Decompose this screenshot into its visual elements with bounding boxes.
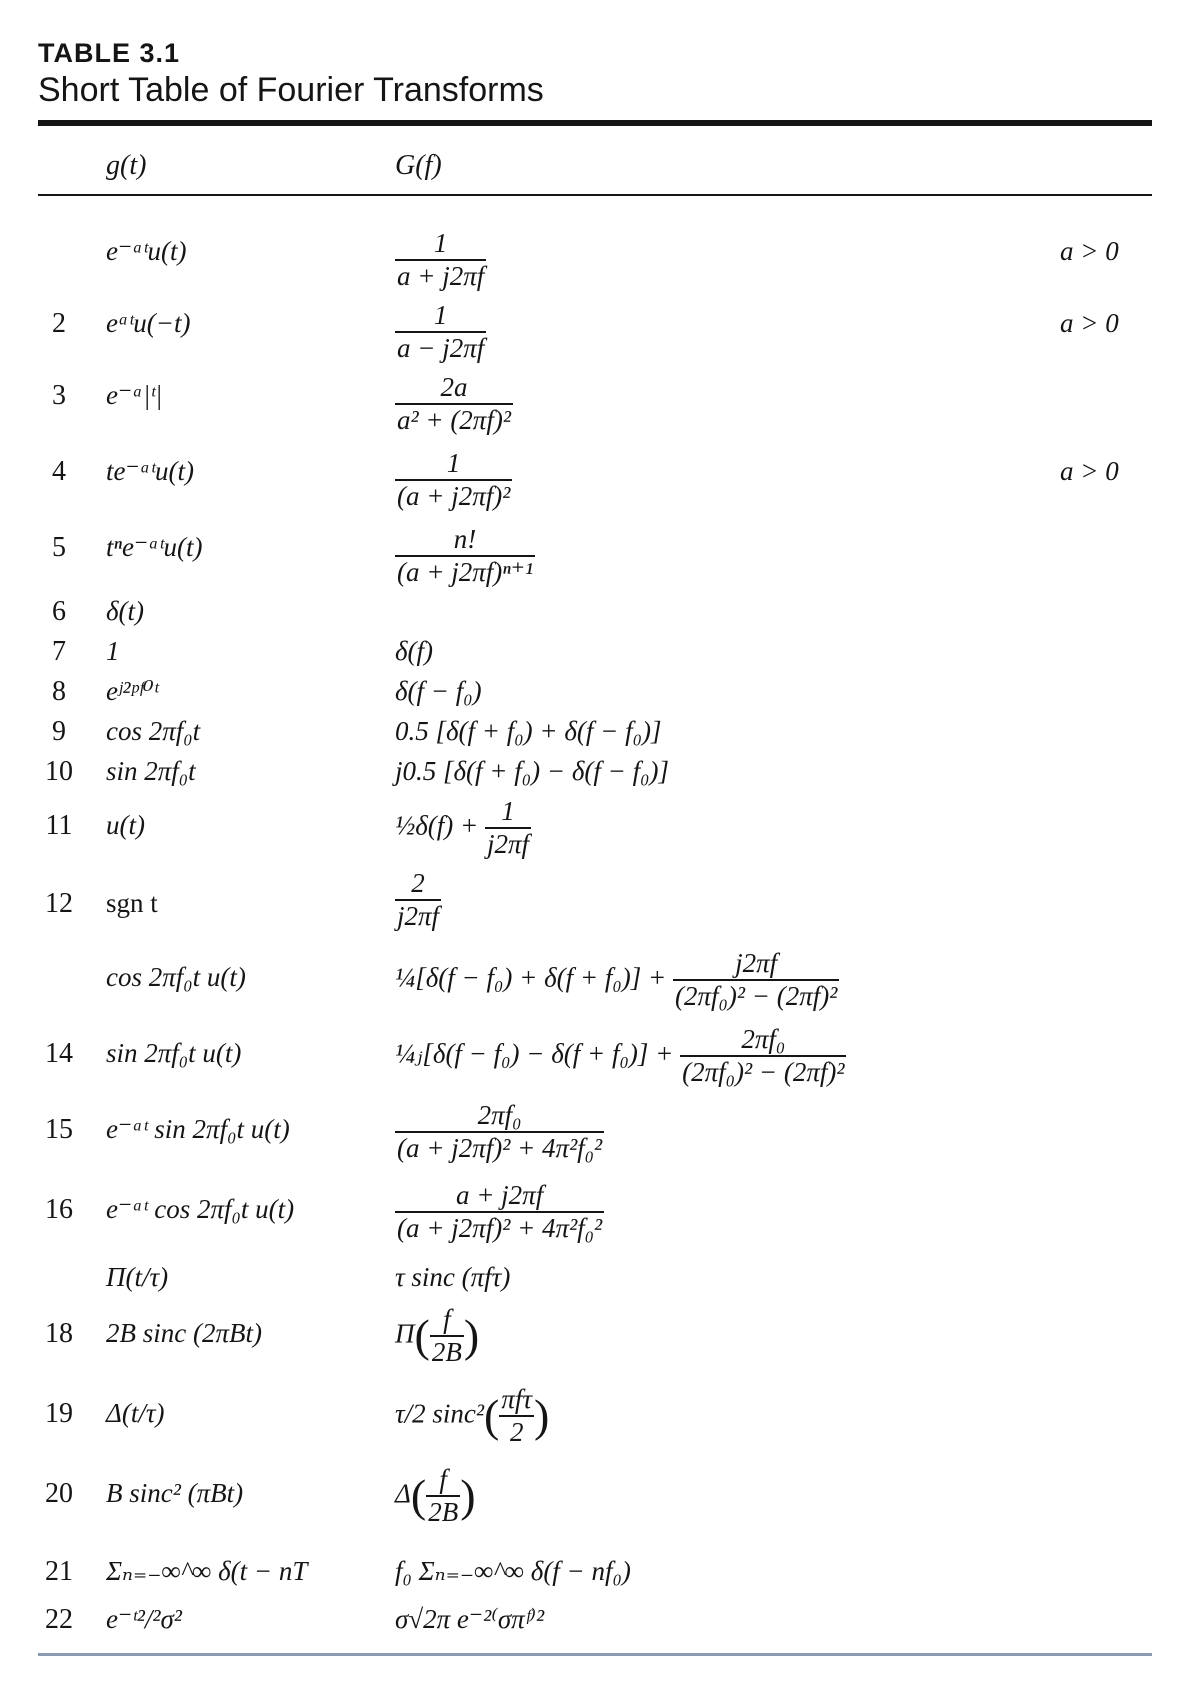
time-function: B sinc² (πBt) [106, 1478, 244, 1508]
header-rule [38, 194, 1152, 196]
row-number: 6 [52, 596, 66, 627]
transform-denominator: 2B [428, 1497, 459, 1528]
column-header-time: g(t) [106, 150, 147, 181]
time-function: Σₙ₌₋∞^∞ δ(t − nT [106, 1556, 308, 1586]
time-function: eᵃᵗu(−t) [106, 308, 191, 338]
transform [395, 1024, 846, 1088]
table-label: TABLE 3.1 [38, 38, 181, 68]
row-number: 9 [52, 716, 66, 747]
transform [395, 228, 486, 292]
condition: a > 0 [1060, 308, 1119, 338]
row-number: 20 [45, 1478, 73, 1509]
row-number: 11 [45, 810, 73, 841]
table-title: Short Table of Fourier Transforms [38, 71, 544, 109]
time-function: eʲ²ᵖᶠ⁰ᵗ [106, 676, 159, 706]
transform: j0.5 [δ(f + f₀) − δ(f − f₀)] [395, 756, 670, 786]
row-number: 22 [45, 1604, 73, 1635]
row-number: 7 [52, 636, 66, 667]
transform-denominator: a + j2πf [397, 261, 485, 292]
transform-denominator: (a + j2πf)² + 4π²f₀² [397, 1133, 603, 1164]
transform [395, 868, 441, 932]
transform-numerator: 2a [440, 372, 468, 402]
column-header-frequency: G(f) [395, 150, 442, 181]
time-function: 1 [106, 636, 120, 666]
transform-denominator: (a + j2πf)² + 4π²f₀² [397, 1213, 603, 1244]
transform-denominator: 2B [431, 1337, 462, 1368]
transform-numerator: f [443, 1304, 451, 1334]
row-number: 2 [52, 308, 66, 339]
row-number: 15 [45, 1114, 73, 1145]
row-number: 19 [45, 1398, 73, 1429]
transform [395, 448, 512, 512]
transform: Π( $\frac{f}{2B}$ ) [395, 1304, 480, 1368]
transform-numerator: 1 [446, 448, 461, 478]
row-number: 16 [45, 1194, 73, 1225]
transform-prefix: ¼[δ(f − f₀) + δ(f + f₀)] + [395, 962, 667, 993]
time-function: sin 2πf₀t u(t) [106, 1038, 242, 1068]
transform-prefix: Δ [395, 1478, 411, 1509]
time-function: e⁻ᵃ|ᵗ| [106, 380, 163, 410]
row-number: 3 [52, 380, 66, 411]
transform-prefix: τ/2 sinc² [395, 1398, 485, 1429]
transform-denominator: a − j2πf [397, 333, 485, 364]
condition: a > 0 [1060, 236, 1119, 266]
row-number: 12 [45, 888, 73, 919]
transform-numerator: 1 [501, 796, 515, 826]
transform [395, 372, 513, 436]
time-function: sin 2πf₀t [106, 756, 196, 786]
transform: f₀ Σₙ₌₋∞^∞ δ(f − nf₀) [395, 1556, 631, 1586]
transform: τ sinc (πfτ) [395, 1262, 511, 1292]
top-rule [38, 120, 1152, 126]
transform [395, 300, 486, 364]
row-number: 4 [52, 456, 66, 487]
transform-denominator: (2πf₀)² − (2πf)² [682, 1057, 845, 1088]
time-function: u(t) [106, 810, 145, 840]
transform-numerator: 2πf₀ [741, 1024, 786, 1054]
transform-numerator: 1 [433, 228, 448, 258]
row-number: 21 [45, 1556, 73, 1587]
transform-denominator: 2 [499, 1415, 534, 1448]
transform-numerator: πfτ [501, 1384, 533, 1414]
time-function: e⁻ᵃᵗ sin 2πf₀t u(t) [106, 1114, 290, 1144]
transform: δ(f) [395, 636, 434, 666]
bottom-rule [38, 1653, 1152, 1656]
time-function: δ(t) [106, 596, 145, 626]
table-header [38, 38, 544, 110]
transform-denominator: (a + j2πf)ⁿ⁺¹ [397, 557, 534, 588]
time-function: cos 2πf₀t u(t) [106, 962, 246, 992]
row-number: 10 [45, 756, 73, 787]
transform-denominator: (2πf₀)² − (2πf)² [675, 981, 838, 1012]
transform [395, 1100, 604, 1164]
time-function: te⁻ᵃᵗu(t) [106, 456, 195, 486]
condition: a > 0 [1060, 456, 1119, 486]
transform-numerator: j2πf [735, 948, 778, 978]
transform [395, 524, 535, 588]
transform-denominator: (a + j2πf)² [397, 481, 511, 512]
transform: τ/2 sinc²( $\frac{\text{πfτ}}{2}$ ) [395, 1384, 550, 1448]
time-function: 2B sinc (2πBt) [106, 1318, 262, 1348]
transform-numerator: 2 [411, 868, 425, 898]
transform-numerator: a + j2πf [455, 1180, 544, 1210]
time-function: e⁻ᵗ²/²σ² [106, 1604, 182, 1634]
time-function: e⁻ᵃᵗ cos 2πf₀t u(t) [106, 1194, 295, 1224]
transform-numerator: 2πf₀ [477, 1100, 522, 1130]
transform-prefix: ½δ(f) + [395, 810, 479, 841]
row-number: 18 [45, 1318, 73, 1349]
transform-denominator: j2πf [397, 901, 440, 932]
transform-prefix: ¼ⱼ[δ(f − f₀) − δ(f + f₀)] + [395, 1038, 674, 1069]
transform [395, 948, 839, 1012]
transform [395, 1180, 604, 1244]
transform: δ(f − f₀) [395, 676, 482, 706]
row-number: 5 [52, 532, 66, 563]
time-function: Δ(t/τ) [106, 1398, 165, 1428]
transform-prefix: Π [395, 1318, 415, 1349]
transform: 0.5 [δ(f + f₀) + δ(f − f₀)] [395, 716, 662, 746]
row-number: 8 [52, 676, 66, 707]
transform: σ√2π e⁻²⁽σπᶠ⁾² [395, 1604, 545, 1634]
transform-numerator: n! [453, 524, 477, 554]
transform-denominator: j2πf [487, 829, 530, 860]
transform-denominator: a² + (2πf)² [397, 405, 511, 436]
time-function: cos 2πf₀t [106, 716, 201, 746]
transform-numerator: f [439, 1464, 447, 1494]
row-number: 14 [45, 1038, 73, 1069]
time-function: tⁿe⁻ᵃᵗu(t) [106, 532, 203, 562]
transform [395, 796, 531, 860]
time-function: Π(t/τ) [106, 1262, 169, 1292]
transform-numerator: 1 [433, 300, 448, 330]
time-function: sgn t [106, 888, 158, 918]
time-function: e⁻ᵃᵗu(t) [106, 236, 187, 266]
transform: Δ( $\frac{f}{2B}$ ) [395, 1464, 476, 1528]
